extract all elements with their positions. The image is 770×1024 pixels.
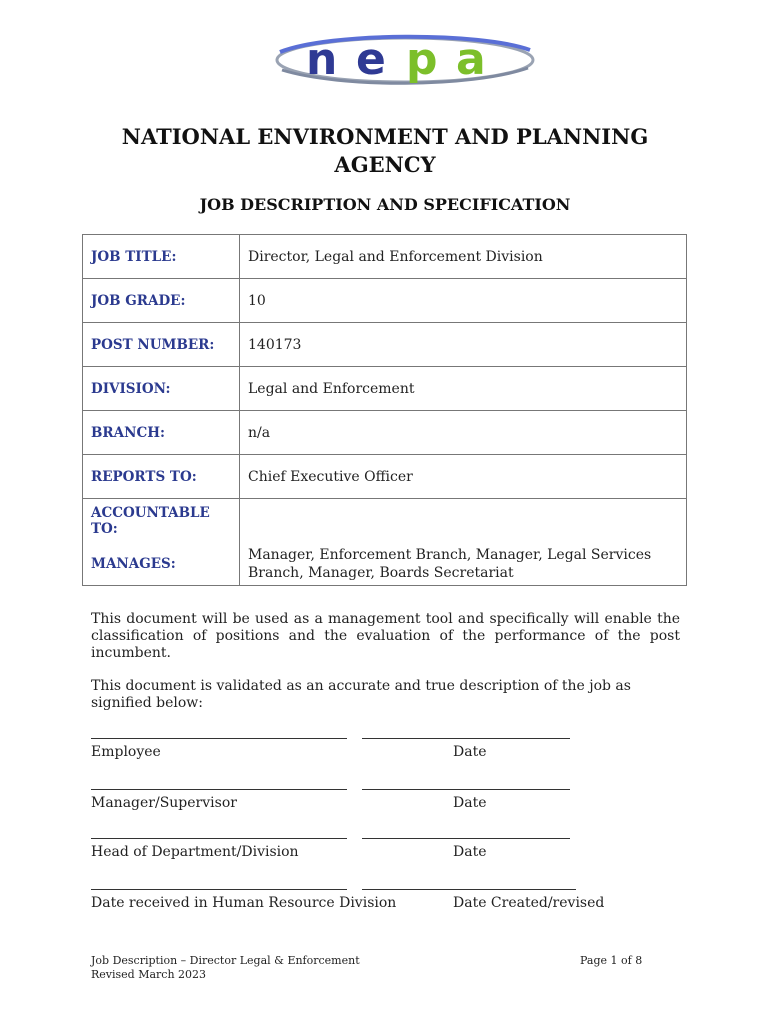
footer-revision: Revised March 2023 xyxy=(91,968,207,981)
logo-letter-n: n xyxy=(306,34,338,85)
nepa-logo xyxy=(270,30,540,90)
signature-line xyxy=(91,889,347,890)
row-label: MANAGES: xyxy=(83,542,240,586)
table-row xyxy=(83,367,687,411)
logo-letter-a: a xyxy=(456,34,486,85)
signature-line xyxy=(91,738,347,739)
row-label: BRANCH: xyxy=(83,411,240,455)
footer-left xyxy=(91,954,360,982)
footer-doc-title: Job Description – Director Legal & Enforcement xyxy=(91,954,360,967)
logo-letter-e: e xyxy=(356,34,386,85)
date-label: Date xyxy=(453,795,487,811)
purpose-paragraph: This document will be used as a management tool and specifically will enable the classification of positions and the evaluation of the performance of the post incumbent. xyxy=(91,611,680,661)
date-label: Date Created/revised xyxy=(453,895,605,911)
row-label: POST NUMBER: xyxy=(83,323,240,367)
date-label: Date xyxy=(453,844,487,860)
table-row xyxy=(83,499,687,543)
date-line xyxy=(362,789,570,790)
row-value: 140173 xyxy=(240,323,687,367)
row-value: n/a xyxy=(240,411,687,455)
signature-label: Manager/Supervisor xyxy=(91,795,237,811)
validation-paragraph: This document is validated as an accurate and true description of the job as signified below: xyxy=(91,678,631,711)
row-value: Chief Executive Officer xyxy=(240,455,687,499)
table-row xyxy=(83,542,687,586)
date-label: Date xyxy=(453,744,487,760)
date-line xyxy=(362,889,576,890)
page-title-line-2: AGENCY xyxy=(334,152,436,177)
table-row xyxy=(83,323,687,367)
job-info-table xyxy=(82,234,687,586)
row-label: DIVISION: xyxy=(83,367,240,411)
row-value xyxy=(240,499,687,543)
page-title-line-1: NATIONAL ENVIRONMENT AND PLANNING xyxy=(121,124,649,149)
row-value: Legal and Enforcement xyxy=(240,367,687,411)
signature-label: Employee xyxy=(91,744,161,760)
table-row xyxy=(83,235,687,279)
signature-line xyxy=(91,838,347,839)
row-value: 10 xyxy=(240,279,687,323)
signature-line xyxy=(91,789,347,790)
row-label: REPORTS TO: xyxy=(83,455,240,499)
date-line xyxy=(362,738,570,739)
page-number: Page 1 of 8 xyxy=(580,954,643,967)
document-subtitle: JOB DESCRIPTION AND SPECIFICATION xyxy=(199,195,571,214)
signature-label: Head of Department/Division xyxy=(91,844,299,860)
row-value: Director, Legal and Enforcement Division xyxy=(240,235,687,279)
logo-letter-p: p xyxy=(406,34,438,85)
date-line xyxy=(362,838,570,839)
row-label: JOB TITLE: xyxy=(83,235,240,279)
table-row xyxy=(83,279,687,323)
table-row xyxy=(83,411,687,455)
signature-label: Date received in Human Resource Division xyxy=(91,895,397,911)
row-label: JOB GRADE: xyxy=(83,279,240,323)
row-value: Manager, Enforcement Branch, Manager, Legal Services Branch, Manager, Boards Secretariat xyxy=(240,542,687,586)
table-row xyxy=(83,455,687,499)
row-label: ACCOUNTABLE TO: xyxy=(83,499,240,543)
